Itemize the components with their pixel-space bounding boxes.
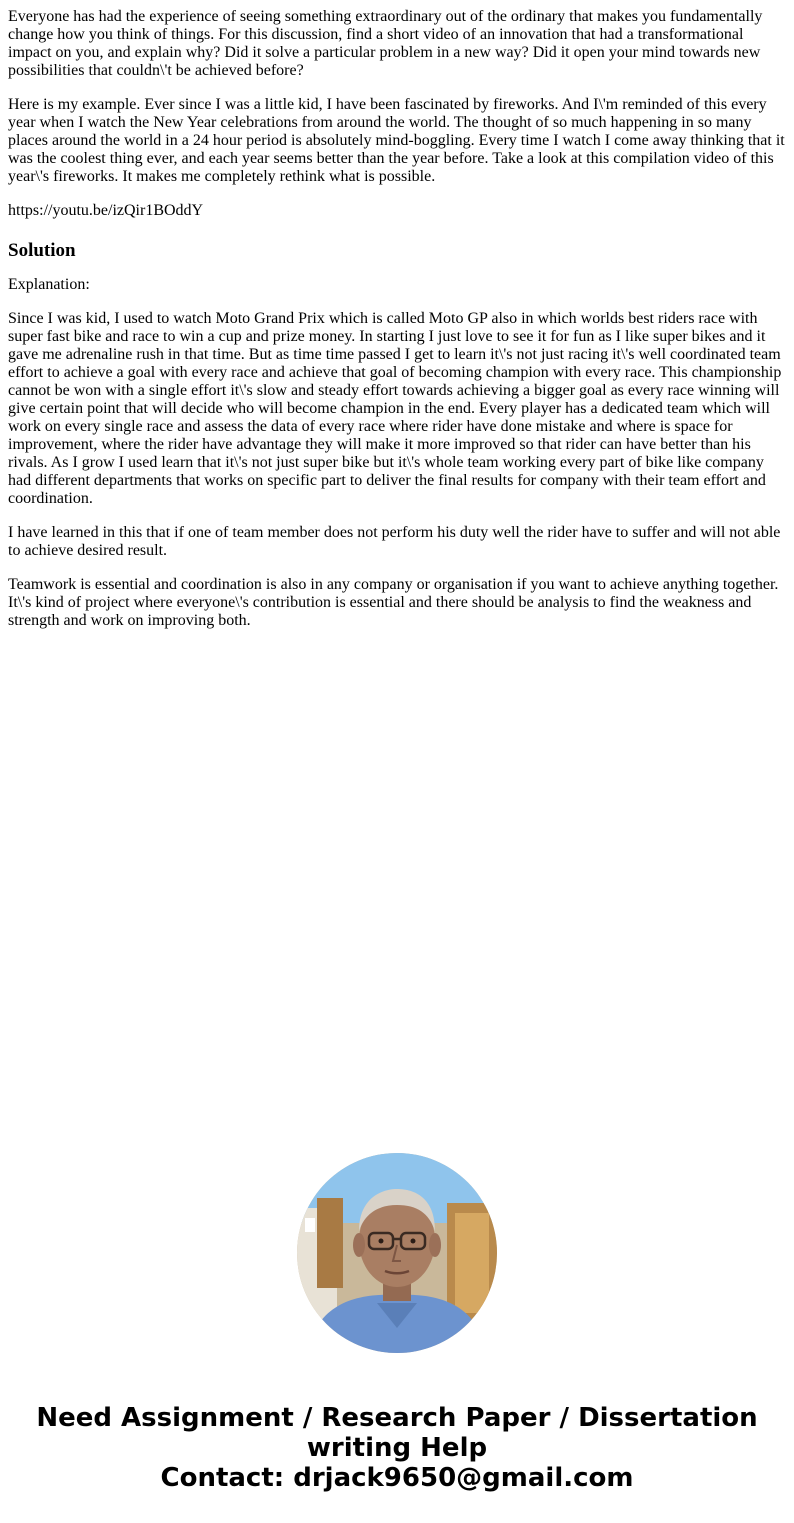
footer-line-1: Need Assignment / Research Paper / Dissertation [36,1403,758,1433]
solution-paragraph-3: Teamwork is essential and coordination is also in any company or organisation if you want to achieve anything together. It\'s kind of project where everyone\'s contribution is essential and there should be analysis to find the weakness and strength and work on improving both. [8,576,779,629]
video-link: https://youtu.be/izQir1BOddY [8,202,204,219]
solution-heading: Solution [8,240,76,261]
footer-line-2: writing Help [306,1433,488,1463]
person-photo-icon [297,1153,497,1353]
document-body [8,8,786,646]
solution-paragraph-2: I have learned in this that if one of team member does not perform his duty well the rider have to suffer and will not able to achieve desired result. [8,524,781,559]
avatar [297,1153,497,1353]
explanation-label: Explanation: [8,276,90,293]
question-paragraph-1: Everyone has had the experience of seeing something extraordinary out of the ordinary that makes you fundamentally change how you think of things. For this discussion, find a short video of an innovation that had a transformational impact on you, and explain why? Did it solve a particular problem in a new way? Did it open your mind towards new possibilities that couldn\'t be achieved before? [8,8,763,79]
question-paragraph-2: Here is my example. Ever since I was a little kid, I have been fascinated by fireworks. And I\'m reminded of this every year when I watch the New Year celebrations from around the world. The thought of so much happening in so many places around the world in a 24 hour period is absolutely mind-boggling. Every time I watch I come away thinking that it was the coolest thing ever, and each year seems better than the year before. Take a look at this compilation video of this year\'s fireworks. It makes me completely rethink what is possible. [8,96,785,185]
solution-paragraph-1: Since I was kid, I used to watch Moto Grand Prix which is called Moto GP also in which worlds best riders race with super fast bike and race to win a cup and prize money. In starting I just love to see it for fun as I like super bikes and it gave me adrenaline rush in that time. But as time time passed I get to learn it\'s not just racing it\'s well coordinated team effort to achieve a goal with every race and achieve that goal of becoming champion with every race. This championship cannot be won with a single effort it\'s slow and steady effort towards achieving a bigger goal as every race winning will give certain point that will decide who will become champion in the end. Every player has a dedicated team which will work on every single race and assess the data of every race where rider have done mistake and where is space for improvement, where the rider have advantage they will make it more improved so that rider can have better than his rivals. As I grow I used learn that it\'s not just super bike but it\'s whole team working every part of bike like company had different departments that works on specific part to deliver the final results for company with their team effort and coordination. [8,310,782,507]
footer-contact: Contact: drjack9650@gmail.com [160,1463,634,1493]
contact-footer [0,1403,794,1493]
